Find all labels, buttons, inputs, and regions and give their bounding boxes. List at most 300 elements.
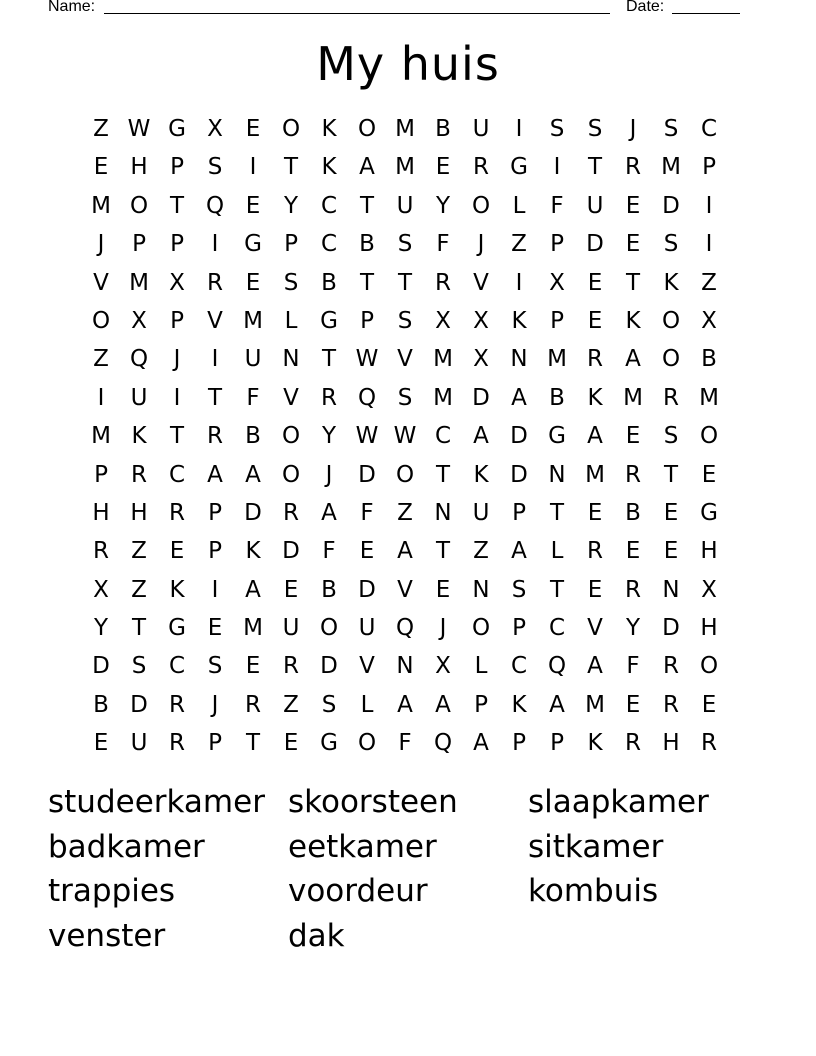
grid-letter[interactable]: K [321, 116, 337, 142]
grid-letter[interactable]: J [439, 615, 447, 642]
grid-letter[interactable]: M [547, 346, 567, 373]
grid-letter[interactable]: S [663, 423, 679, 450]
grid-letter[interactable]: T [549, 576, 565, 603]
grid-letter[interactable]: N [510, 346, 528, 373]
grid-letter[interactable]: X [169, 269, 185, 296]
grid-letter[interactable]: Q [395, 615, 415, 642]
grid-letter[interactable]: X [549, 269, 565, 296]
grid-letter[interactable]: V [359, 653, 375, 680]
grid-letter[interactable]: D [510, 461, 528, 488]
grid-letter[interactable]: H [700, 615, 718, 642]
grid-letter[interactable]: Q [547, 653, 567, 680]
grid-letter[interactable]: S [397, 384, 413, 411]
grid-letter[interactable]: D [358, 461, 376, 488]
grid-letter[interactable]: S [663, 116, 679, 142]
grid-letter[interactable]: R [169, 730, 185, 757]
grid-letter[interactable]: E [663, 538, 679, 565]
grid-letter[interactable]: E [245, 269, 261, 296]
word-list-item: dak [288, 917, 345, 954]
grid-letter[interactable]: P [360, 307, 374, 334]
grid-letter[interactable]: S [511, 576, 527, 603]
grid-letter[interactable]: V [397, 576, 413, 603]
grid-letter[interactable]: E [435, 154, 451, 181]
grid-letter[interactable]: A [625, 346, 641, 373]
grid-letter[interactable]: T [663, 461, 679, 488]
grid-letter[interactable]: M [433, 384, 453, 411]
grid-letter[interactable]: A [359, 154, 375, 181]
grid-letter[interactable]: V [93, 269, 109, 296]
grid-letter[interactable]: E [245, 116, 261, 142]
grid-letter[interactable]: N [396, 653, 414, 680]
grid-letter[interactable]: R [625, 730, 641, 757]
grid-letter[interactable]: R [169, 499, 185, 526]
grid-letter[interactable]: M [433, 346, 453, 373]
grid-letter[interactable]: K [245, 538, 261, 565]
name-label: Name: [48, 0, 96, 15]
grid-letter[interactable]: R [663, 384, 679, 411]
grid-letter[interactable]: R [321, 384, 337, 411]
grid-letter[interactable]: O [129, 192, 149, 219]
grid-letter[interactable]: U [472, 499, 490, 526]
grid-letter[interactable]: I [553, 154, 561, 181]
grid-letter[interactable]: R [663, 653, 679, 680]
grid-letter[interactable]: K [131, 423, 147, 450]
grid-letter[interactable]: K [587, 384, 603, 411]
grid-letter[interactable]: E [587, 269, 603, 296]
grid-letter[interactable]: L [512, 192, 526, 219]
grid-letter[interactable]: I [211, 346, 219, 373]
grid-letter[interactable]: M [585, 691, 605, 718]
grid-letter[interactable]: R [625, 576, 641, 603]
grid-letter[interactable]: X [473, 346, 489, 373]
grid-letter[interactable]: D [662, 192, 680, 219]
grid-letter[interactable]: F [436, 231, 450, 258]
grid-letter[interactable]: K [321, 154, 337, 181]
grid-letter[interactable]: P [550, 307, 564, 334]
grid-letter[interactable]: A [587, 423, 603, 450]
grid-letter[interactable]: R [283, 653, 299, 680]
grid-letter[interactable]: N [472, 576, 490, 603]
grid-letter[interactable]: G [548, 423, 566, 450]
grid-letter[interactable]: O [281, 461, 301, 488]
grid-letter[interactable]: I [173, 384, 181, 411]
grid-letter[interactable]: F [626, 653, 640, 680]
grid-letter[interactable]: T [321, 346, 337, 373]
grid-letter[interactable]: E [625, 691, 641, 718]
grid-letter[interactable]: K [511, 691, 527, 718]
grid-letter[interactable]: U [130, 384, 148, 411]
header-line [48, 0, 748, 20]
grid-letter[interactable]: O [395, 461, 415, 488]
grid-letter[interactable]: T [549, 499, 565, 526]
grid-letter[interactable]: L [474, 653, 488, 680]
grid-letter[interactable]: G [510, 154, 528, 181]
grid-letter[interactable]: Q [433, 730, 453, 757]
grid-letter[interactable]: R [169, 691, 185, 718]
grid-letter[interactable]: X [93, 576, 109, 603]
grid-letter[interactable]: M [395, 154, 415, 181]
grid-letter[interactable]: B [435, 116, 451, 142]
grid-letter[interactable]: P [208, 730, 222, 757]
grid-letter[interactable]: O [357, 116, 377, 142]
grid-letter[interactable]: Q [129, 346, 149, 373]
grid-letter[interactable]: S [321, 691, 337, 718]
grid-letter[interactable]: I [705, 231, 713, 258]
grid-letter[interactable]: G [168, 615, 186, 642]
grid-letter[interactable]: B [93, 691, 109, 718]
grid-letter[interactable]: V [587, 615, 603, 642]
grid-letter[interactable]: A [245, 576, 261, 603]
grid-letter[interactable]: T [625, 269, 641, 296]
grid-letter[interactable]: C [700, 116, 718, 142]
grid-letter[interactable]: R [587, 346, 603, 373]
grid-letter[interactable]: E [587, 307, 603, 334]
grid-letter[interactable]: U [586, 192, 604, 219]
grid-letter[interactable]: P [550, 231, 564, 258]
grid-letter[interactable]: N [282, 346, 300, 373]
grid-letter[interactable]: N [662, 576, 680, 603]
grid-letter[interactable]: Y [435, 192, 451, 219]
grid-letter[interactable]: X [701, 307, 717, 334]
grid-letter[interactable]: O [699, 653, 719, 680]
grid-letter[interactable]: E [93, 730, 109, 757]
grid-letter[interactable]: I [515, 269, 523, 296]
grid-letter[interactable]: T [359, 269, 375, 296]
grid-letter[interactable]: H [700, 538, 718, 565]
grid-letter[interactable]: Z [93, 116, 109, 142]
grid-letter[interactable]: M [91, 423, 111, 450]
grid-letter[interactable]: Q [205, 192, 225, 219]
grid-letter[interactable]: I [249, 154, 257, 181]
grid-letter[interactable]: R [473, 154, 489, 181]
grid-letter[interactable]: A [473, 423, 489, 450]
grid-letter[interactable]: Z [131, 576, 147, 603]
grid-letter[interactable]: D [510, 423, 528, 450]
grid-letter[interactable]: A [511, 538, 527, 565]
grid-letter[interactable]: A [207, 461, 223, 488]
grid-letter[interactable]: Z [511, 231, 527, 258]
grid-letter[interactable]: O [699, 423, 719, 450]
grid-letter[interactable]: D [662, 615, 680, 642]
grid-letter[interactable]: P [94, 461, 108, 488]
grid-letter[interactable]: R [435, 269, 451, 296]
grid-letter[interactable]: T [435, 461, 451, 488]
grid-letter[interactable]: Z [283, 691, 299, 718]
grid-letter[interactable]: D [358, 576, 376, 603]
grid-letter[interactable]: O [471, 615, 491, 642]
grid-letter[interactable]: C [168, 653, 186, 680]
grid-letter[interactable]: B [549, 384, 565, 411]
grid-letter[interactable]: V [473, 269, 489, 296]
grid-letter[interactable]: Z [131, 538, 147, 565]
grid-letter[interactable]: P [284, 231, 298, 258]
grid-letter[interactable]: C [168, 461, 186, 488]
grid-letter[interactable]: P [512, 615, 526, 642]
grid-letter[interactable]: P [512, 499, 526, 526]
grid-letter[interactable]: F [322, 538, 336, 565]
grid-letter[interactable]: C [510, 653, 528, 680]
grid-letter[interactable]: U [396, 192, 414, 219]
grid-letter[interactable]: O [91, 307, 111, 334]
grid-row [82, 379, 728, 417]
grid-letter[interactable]: E [625, 423, 641, 450]
grid-letter[interactable]: S [549, 116, 565, 142]
grid-letter[interactable]: E [245, 192, 261, 219]
grid-letter[interactable]: F [360, 499, 374, 526]
grid-letter[interactable]: E [435, 576, 451, 603]
grid-letter[interactable]: W [355, 423, 379, 450]
grid-letter[interactable]: R [245, 691, 261, 718]
grid-letter[interactable]: D [282, 538, 300, 565]
name-blank-line[interactable] [104, 13, 610, 14]
grid-letter[interactable]: M [585, 461, 605, 488]
grid-letter[interactable]: B [245, 423, 261, 450]
word-list-item: kombuis [528, 873, 659, 909]
grid-letter[interactable]: S [207, 653, 223, 680]
grid-letter[interactable]: O [281, 423, 301, 450]
grid-letter[interactable]: E [701, 691, 717, 718]
grid-letter[interactable]: A [549, 691, 565, 718]
grid-letter[interactable]: M [395, 116, 415, 142]
grid-letter[interactable]: R [701, 730, 717, 757]
grid-letter[interactable]: P [512, 730, 526, 757]
grid-letter[interactable]: T [207, 384, 223, 411]
grid-letter[interactable]: U [358, 615, 376, 642]
grid-letter[interactable]: J [325, 461, 333, 488]
grid-letter[interactable]: T [169, 192, 185, 219]
grid-letter[interactable]: A [587, 653, 603, 680]
grid-letter[interactable]: R [207, 269, 223, 296]
grid-letter[interactable]: H [130, 154, 148, 181]
grid-letter[interactable]: E [93, 154, 109, 181]
grid-letter[interactable]: Y [625, 615, 641, 642]
grid-letter[interactable]: B [359, 231, 375, 258]
grid-letter[interactable]: P [170, 154, 184, 181]
grid-letter[interactable]: D [472, 384, 490, 411]
grid-letter[interactable]: K [473, 461, 489, 488]
grid-letter[interactable]: L [284, 307, 298, 334]
grid-letter[interactable]: G [320, 730, 338, 757]
grid-letter[interactable]: U [472, 116, 490, 142]
grid-letter[interactable]: P [170, 231, 184, 258]
grid-letter[interactable]: C [434, 423, 452, 450]
grid-letter[interactable]: V [397, 346, 413, 373]
grid-letter[interactable]: I [515, 116, 523, 142]
grid-letter[interactable]: J [97, 231, 105, 258]
grid-letter[interactable]: D [586, 231, 604, 258]
grid-letter[interactable]: P [208, 499, 222, 526]
grid-letter[interactable]: I [211, 576, 219, 603]
grid-letter[interactable]: H [662, 730, 680, 757]
grid-letter[interactable]: P [208, 538, 222, 565]
grid-letter[interactable]: R [283, 499, 299, 526]
grid-letter[interactable]: E [283, 730, 299, 757]
grid-letter[interactable]: P [702, 154, 716, 181]
grid-letter[interactable]: U [130, 730, 148, 757]
grid-letter[interactable]: X [207, 116, 223, 142]
grid-letter[interactable]: U [244, 346, 262, 373]
grid-letter[interactable]: P [474, 691, 488, 718]
grid-letter[interactable]: Z [93, 346, 109, 373]
grid-letter[interactable]: A [397, 691, 413, 718]
grid-letter[interactable]: J [211, 691, 219, 718]
grid-letter[interactable]: R [663, 691, 679, 718]
grid-letter[interactable]: Y [93, 615, 109, 642]
grid-letter[interactable]: E [663, 499, 679, 526]
grid-letter[interactable]: K [511, 307, 527, 334]
grid-letter[interactable]: M [243, 615, 263, 642]
grid-letter[interactable]: N [548, 461, 566, 488]
grid-letter[interactable]: M [91, 192, 111, 219]
grid-letter[interactable]: Y [321, 423, 337, 450]
grid-letter[interactable]: X [701, 576, 717, 603]
grid-row [82, 456, 728, 494]
grid-letter[interactable]: E [625, 231, 641, 258]
grid-letter[interactable]: T [245, 730, 261, 757]
grid-letter[interactable]: E [169, 538, 185, 565]
grid-letter[interactable]: Z [397, 499, 413, 526]
grid-letter[interactable]: T [131, 615, 147, 642]
grid-letter[interactable]: B [625, 499, 641, 526]
grid-letter[interactable]: K [169, 576, 185, 603]
grid-letter[interactable]: T [359, 192, 375, 219]
grid-letter[interactable]: G [244, 231, 262, 258]
grid-letter[interactable]: M [623, 384, 643, 411]
grid-letter[interactable]: N [434, 499, 452, 526]
grid-letter[interactable]: B [321, 269, 337, 296]
grid-letter[interactable]: H [92, 499, 110, 526]
grid-letter[interactable]: T [283, 154, 299, 181]
grid-letter[interactable]: F [550, 192, 564, 219]
grid-letter[interactable]: H [130, 499, 148, 526]
grid-letter[interactable]: M [699, 384, 719, 411]
grid-letter[interactable]: A [321, 499, 337, 526]
grid-letter[interactable]: C [320, 231, 338, 258]
grid-letter[interactable]: A [397, 538, 413, 565]
grid-row [82, 225, 728, 263]
grid-letter[interactable]: Y [283, 192, 299, 219]
grid-letter[interactable]: D [244, 499, 262, 526]
grid-letter[interactable]: Q [357, 384, 377, 411]
grid-letter[interactable]: K [587, 730, 603, 757]
grid-letter[interactable]: M [661, 154, 681, 181]
grid-letter[interactable]: S [207, 154, 223, 181]
grid-letter[interactable]: C [548, 615, 566, 642]
grid-letter[interactable]: T [397, 269, 413, 296]
grid-letter[interactable]: R [131, 461, 147, 488]
grid-letter[interactable]: W [355, 346, 379, 373]
grid-letter[interactable]: O [281, 116, 301, 142]
grid-row [82, 724, 728, 762]
grid-letter[interactable]: F [398, 730, 412, 757]
grid-letter[interactable]: D [320, 653, 338, 680]
grid-letter[interactable]: V [207, 307, 223, 334]
grid-letter[interactable]: T [435, 538, 451, 565]
grid-letter[interactable]: O [471, 192, 491, 219]
grid-letter[interactable]: I [97, 384, 105, 411]
grid-letter[interactable]: D [92, 653, 110, 680]
grid-letter[interactable]: E [245, 653, 261, 680]
grid-letter[interactable]: E [587, 576, 603, 603]
grid-letter[interactable]: X [473, 307, 489, 334]
grid-letter[interactable]: R [625, 461, 641, 488]
grid-letter[interactable]: A [511, 384, 527, 411]
grid-letter[interactable]: T [169, 423, 185, 450]
grid-letter[interactable]: J [477, 231, 485, 258]
grid-letter[interactable]: Z [473, 538, 489, 565]
grid-letter[interactable]: Z [701, 269, 717, 296]
grid-letter[interactable]: G [320, 307, 338, 334]
grid-letter[interactable]: J [629, 116, 637, 142]
grid-letter[interactable]: X [435, 307, 451, 334]
grid-letter[interactable]: G [168, 116, 186, 142]
date-blank-line[interactable] [672, 13, 740, 14]
grid-letter[interactable]: F [246, 384, 260, 411]
grid-letter[interactable]: E [359, 538, 375, 565]
grid-letter[interactable]: S [397, 307, 413, 334]
grid-letter[interactable]: L [360, 691, 374, 718]
grid-letter[interactable]: R [625, 154, 641, 181]
grid-letter[interactable]: R [587, 538, 603, 565]
grid-letter[interactable]: E [587, 499, 603, 526]
grid-letter[interactable]: A [473, 730, 489, 757]
grid-letter[interactable]: W [127, 116, 151, 142]
grid-letter[interactable]: M [243, 307, 263, 334]
grid-letter[interactable]: J [173, 346, 181, 373]
grid-letter[interactable]: U [282, 615, 300, 642]
grid-letter[interactable]: L [550, 538, 564, 565]
grid-letter[interactable]: S [663, 231, 679, 258]
grid-letter[interactable]: D [130, 691, 148, 718]
grid-letter[interactable]: X [435, 653, 451, 680]
grid-letter[interactable]: O [319, 615, 339, 642]
grid-letter[interactable]: E [701, 461, 717, 488]
grid-letter[interactable]: K [625, 307, 641, 334]
grid-letter[interactable]: A [245, 461, 261, 488]
grid-letter[interactable]: M [129, 269, 149, 296]
grid-letter[interactable]: P [132, 231, 146, 258]
grid-letter[interactable]: A [435, 691, 451, 718]
grid-letter[interactable]: C [320, 192, 338, 219]
grid-letter[interactable]: P [550, 730, 564, 757]
grid-letter[interactable]: O [357, 730, 377, 757]
grid-letter[interactable]: O [661, 307, 681, 334]
grid-letter[interactable]: S [283, 269, 299, 296]
grid-letter[interactable]: I [705, 192, 713, 219]
grid-letter[interactable]: B [321, 576, 337, 603]
grid-letter[interactable]: P [170, 307, 184, 334]
grid-letter[interactable]: E [283, 576, 299, 603]
grid-letter[interactable]: R [207, 423, 223, 450]
grid-letter[interactable]: V [283, 384, 299, 411]
grid-letter[interactable]: E [207, 615, 223, 642]
grid-letter[interactable]: G [700, 499, 718, 526]
grid-letter[interactable]: S [397, 231, 413, 258]
grid-letter[interactable]: O [661, 346, 681, 373]
grid-letter[interactable]: W [393, 423, 417, 450]
grid-letter[interactable]: B [701, 346, 717, 373]
grid-letter[interactable]: R [93, 538, 109, 565]
grid-letter[interactable]: E [625, 192, 641, 219]
grid-letter[interactable]: X [131, 307, 147, 334]
grid-letter[interactable]: S [587, 116, 603, 142]
grid-letter[interactable]: E [625, 538, 641, 565]
grid-letter[interactable]: T [587, 154, 603, 181]
grid-letter[interactable]: I [211, 231, 219, 258]
grid-letter[interactable]: S [131, 653, 147, 680]
grid-letter[interactable]: K [663, 269, 679, 296]
word-list-item: eetkamer [288, 828, 437, 865]
